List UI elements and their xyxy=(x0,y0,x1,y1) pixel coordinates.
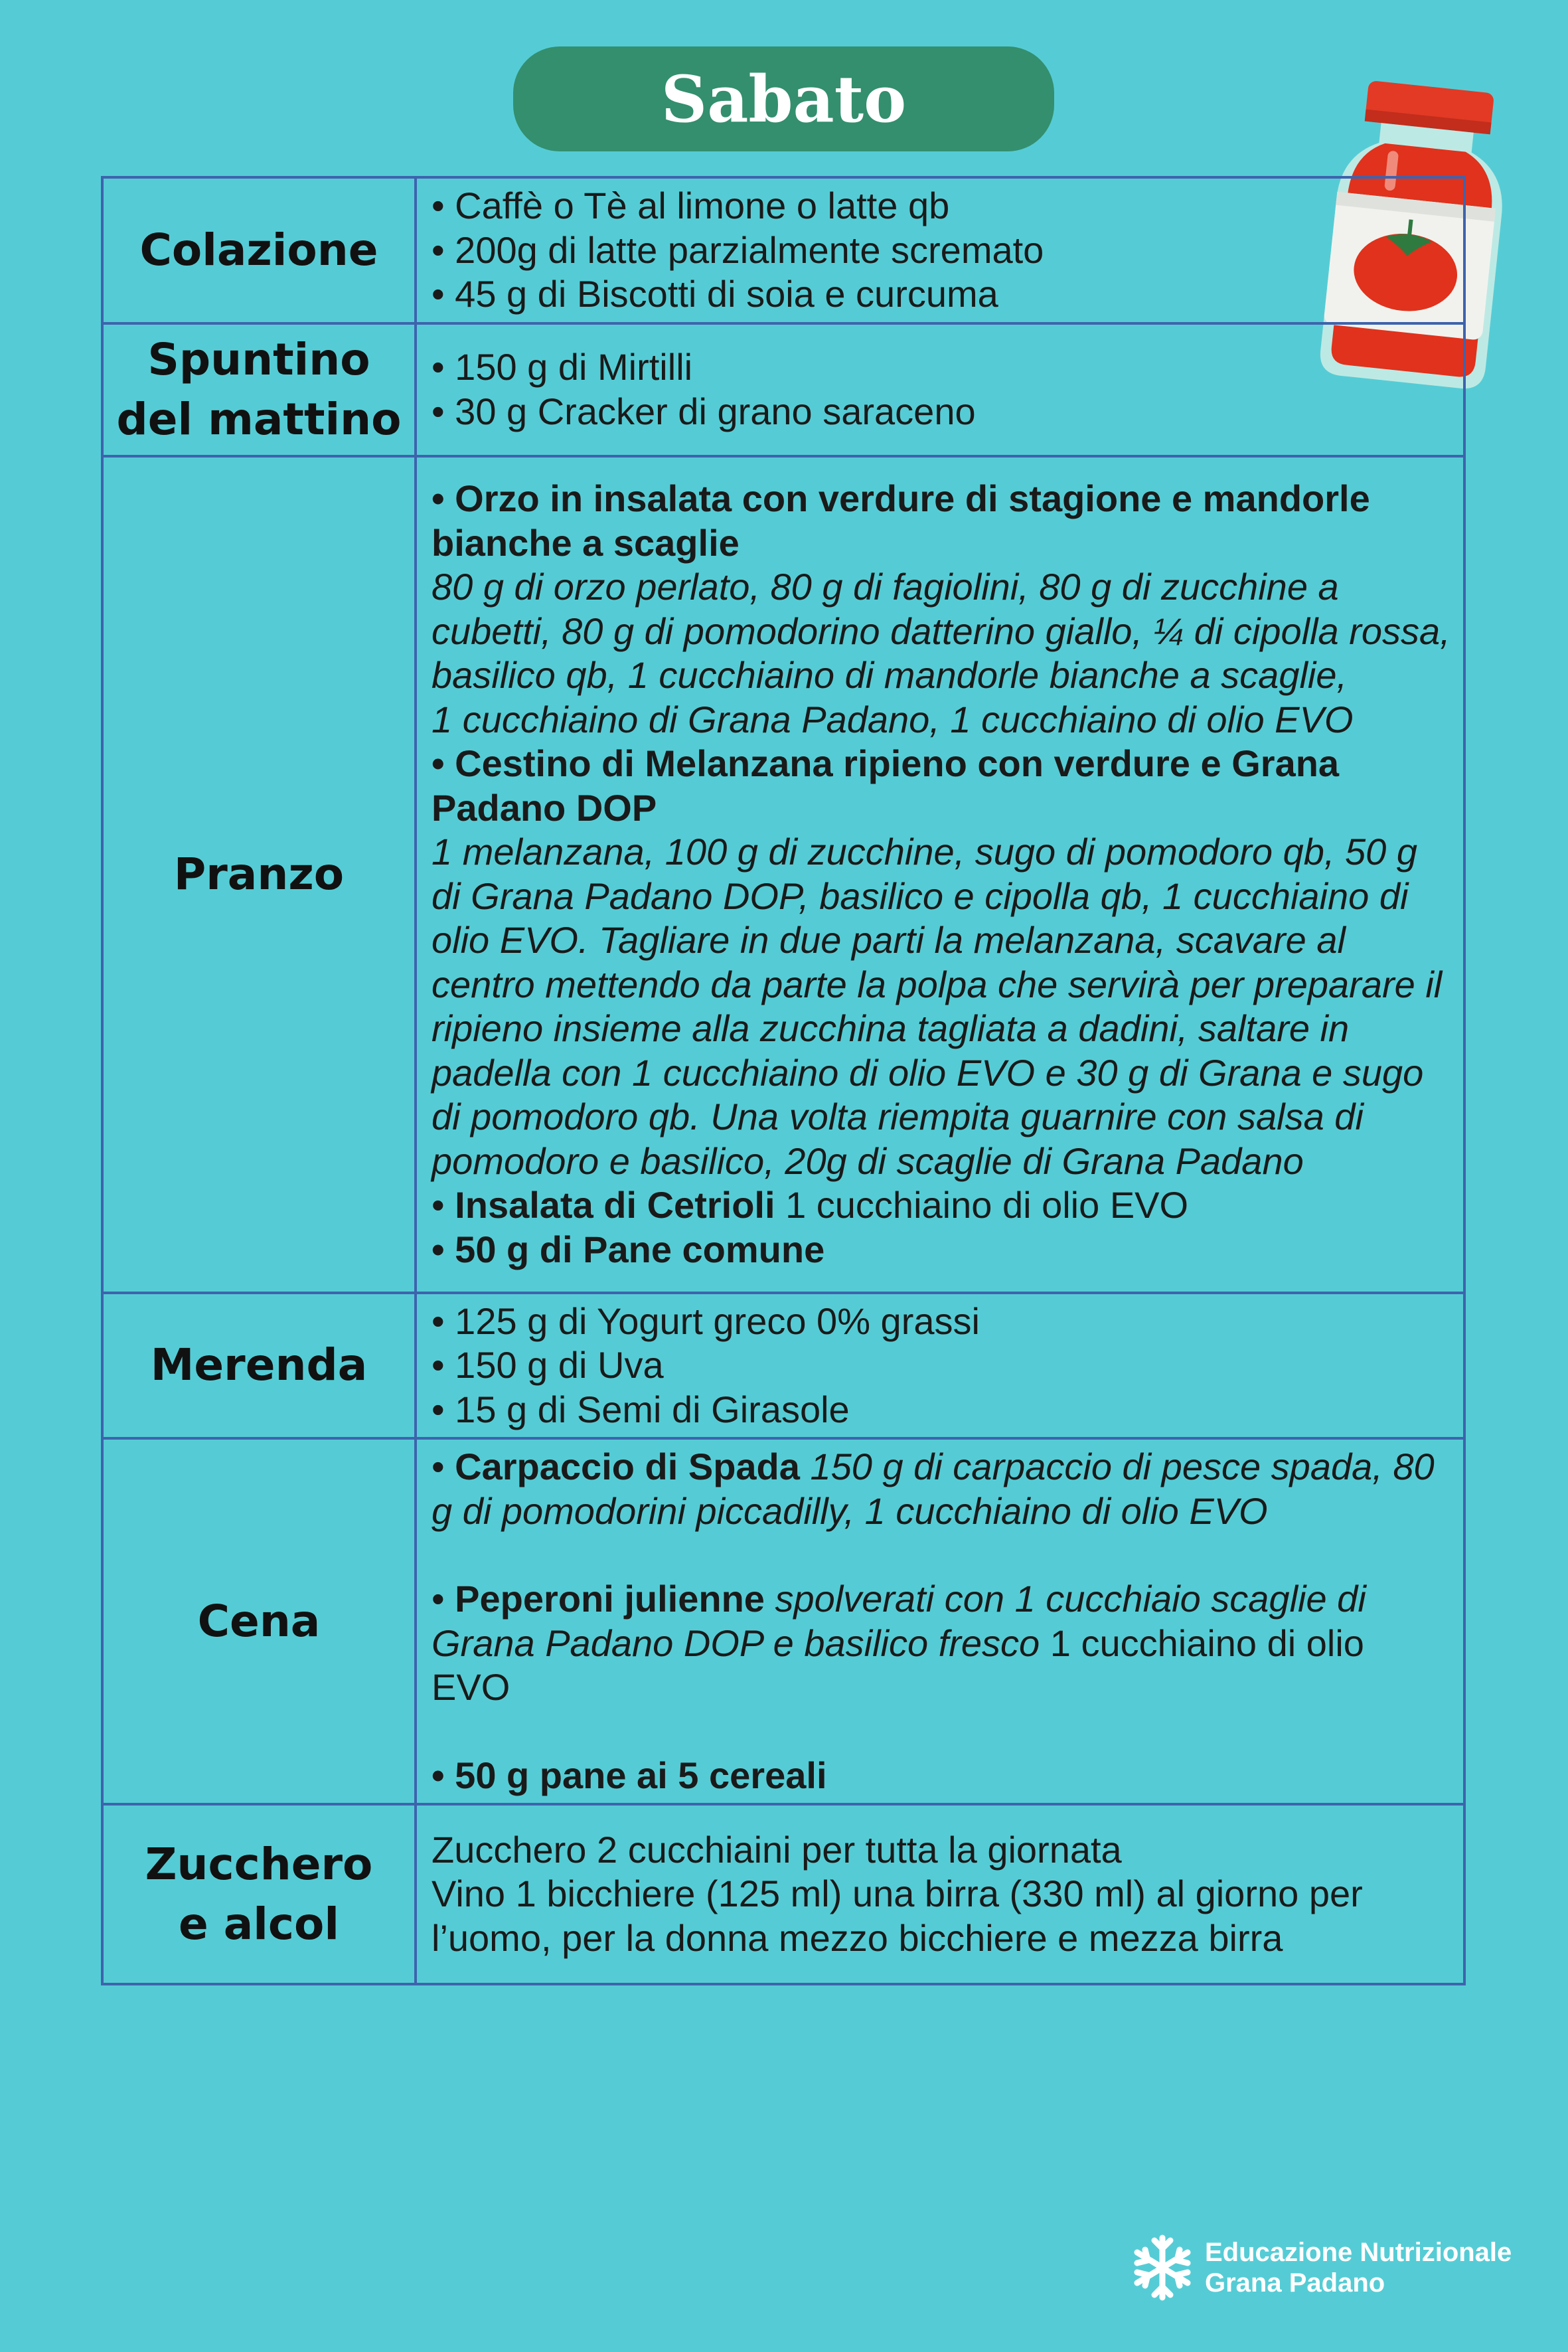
list-item: • 125 g di Yogurt greco 0% grassi xyxy=(431,1300,1451,1344)
dish-description: 150 g di carpaccio di pesce spada, 80 g di pomodorini piccadilly, 1 cucchiaino di olio EVO xyxy=(431,1446,1435,1532)
dish-description: 1 melanzana, 100 g di zucchine, sugo di pomodoro qb, 50 g di Grana Padano DOP, basilico e cipolla qb, 1 cucchiaino di olio EVO. Tagliare in due parti la melanzana, scavare al centro mettendo da parte la polpa che servirà per preparare il ripieno insieme alla zucchina tagliata a dadini, saltare in padella con 1 cucchiaino di olio EVO e 30 g di Grana e sugo di pomodoro qb. Una volta riempita guarnire con salsa di pomodoro e basilico, 20g di scaglie di Grana Padano xyxy=(431,831,1443,1182)
table-row xyxy=(102,177,1464,323)
meal-content-spuntino xyxy=(416,323,1464,456)
meal-label-zucchero: Zucchero e alcol xyxy=(102,1804,416,1984)
meal-label-spuntino: Spuntino del mattino xyxy=(102,323,416,456)
meal-content-cena xyxy=(416,1438,1464,1804)
list-item: • 150 g di Uva xyxy=(431,1343,1451,1388)
dish-description: 1 cucchiaino di olio EVO xyxy=(431,1622,1364,1708)
dish-description: 1 cucchiaino di Grana Padano, 1 cucchiaino di olio EVO xyxy=(431,698,1354,740)
meal-content-colazione xyxy=(416,177,1464,323)
list-item xyxy=(431,1445,1451,1533)
dish-title: Carpaccio di Spada xyxy=(455,1446,800,1487)
dish-title: • Cestino di Melanzana ripieno con verdure e Grana Padano DOP xyxy=(431,742,1451,830)
footer-line1: Educazione Nutrizionale xyxy=(1205,2238,1512,2267)
meal-content-zucchero xyxy=(416,1804,1464,1984)
table-row xyxy=(102,1293,1464,1439)
table-row xyxy=(102,456,1464,1293)
list-item: • 150 g di Mirtilli xyxy=(431,345,1451,390)
list-item xyxy=(431,1183,1451,1228)
table-row xyxy=(102,323,1464,456)
list-item: • Caffè o Tè al limone o latte qb xyxy=(431,184,1451,228)
list-item: • 30 g Cracker di grano saraceno xyxy=(431,390,1451,434)
list-item xyxy=(431,1577,1451,1710)
list-item: • 45 g di Biscotti di soia e curcuma xyxy=(431,272,1451,317)
meal-label-colazione: Colazione xyxy=(102,177,416,323)
meal-label-cena: Cena xyxy=(102,1438,416,1804)
dish-title: • 50 g pane ai 5 cereali xyxy=(431,1754,1451,1798)
snowflake-logo-icon xyxy=(1132,2231,1193,2304)
dish-title: Insalata di Cetrioli xyxy=(455,1184,775,1226)
meal-label-merenda: Merenda xyxy=(102,1293,416,1439)
dish-description: 1 cucchiaino di olio EVO xyxy=(775,1184,1189,1226)
dish-title: • Orzo in insalata con verdure di stagione e mandorle bianche a scaglie xyxy=(431,477,1451,565)
list-item: Zucchero 2 cucchiaini per tutta la giornata xyxy=(431,1828,1122,1871)
page-title: Sabato xyxy=(513,46,1054,151)
dish-title: • 50 g di Pane comune xyxy=(431,1228,1451,1272)
meal-content-merenda xyxy=(416,1293,1464,1439)
dish-description: spolverati con 1 cucchiaio scaglie di Grana Padano DOP e basilico fresco xyxy=(431,1578,1366,1664)
table-row xyxy=(102,1804,1464,1984)
table-row xyxy=(102,1438,1464,1804)
footer-line2: Grana Padano xyxy=(1205,2268,1385,2298)
meal-label-pranzo: Pranzo xyxy=(102,456,416,1293)
dish-title: Peperoni julienne xyxy=(455,1578,765,1620)
dish-description: 80 g di orzo perlato, 80 g di fagiolini, 80 g di zucchine a cubetti, 80 g di pomodorino datterino giallo, ¼ di cipolla rossa, basilico qb, 1 cucchiaino di mandorle bianche a scaglie, xyxy=(431,566,1450,696)
meal-plan-table xyxy=(101,176,1466,1985)
meal-content-pranzo xyxy=(416,456,1464,1293)
list-item: • 200g di latte parzialmente scremato xyxy=(431,228,1451,273)
footer-logo xyxy=(1132,2231,1512,2304)
list-item: • 15 g di Semi di Girasole xyxy=(431,1388,1451,1432)
list-item: Vino 1 bicchiere (125 ml) una birra (330 ml) al giorno per l’uomo, per la donna mezzo bicchiere e mezza birra xyxy=(431,1873,1363,1959)
